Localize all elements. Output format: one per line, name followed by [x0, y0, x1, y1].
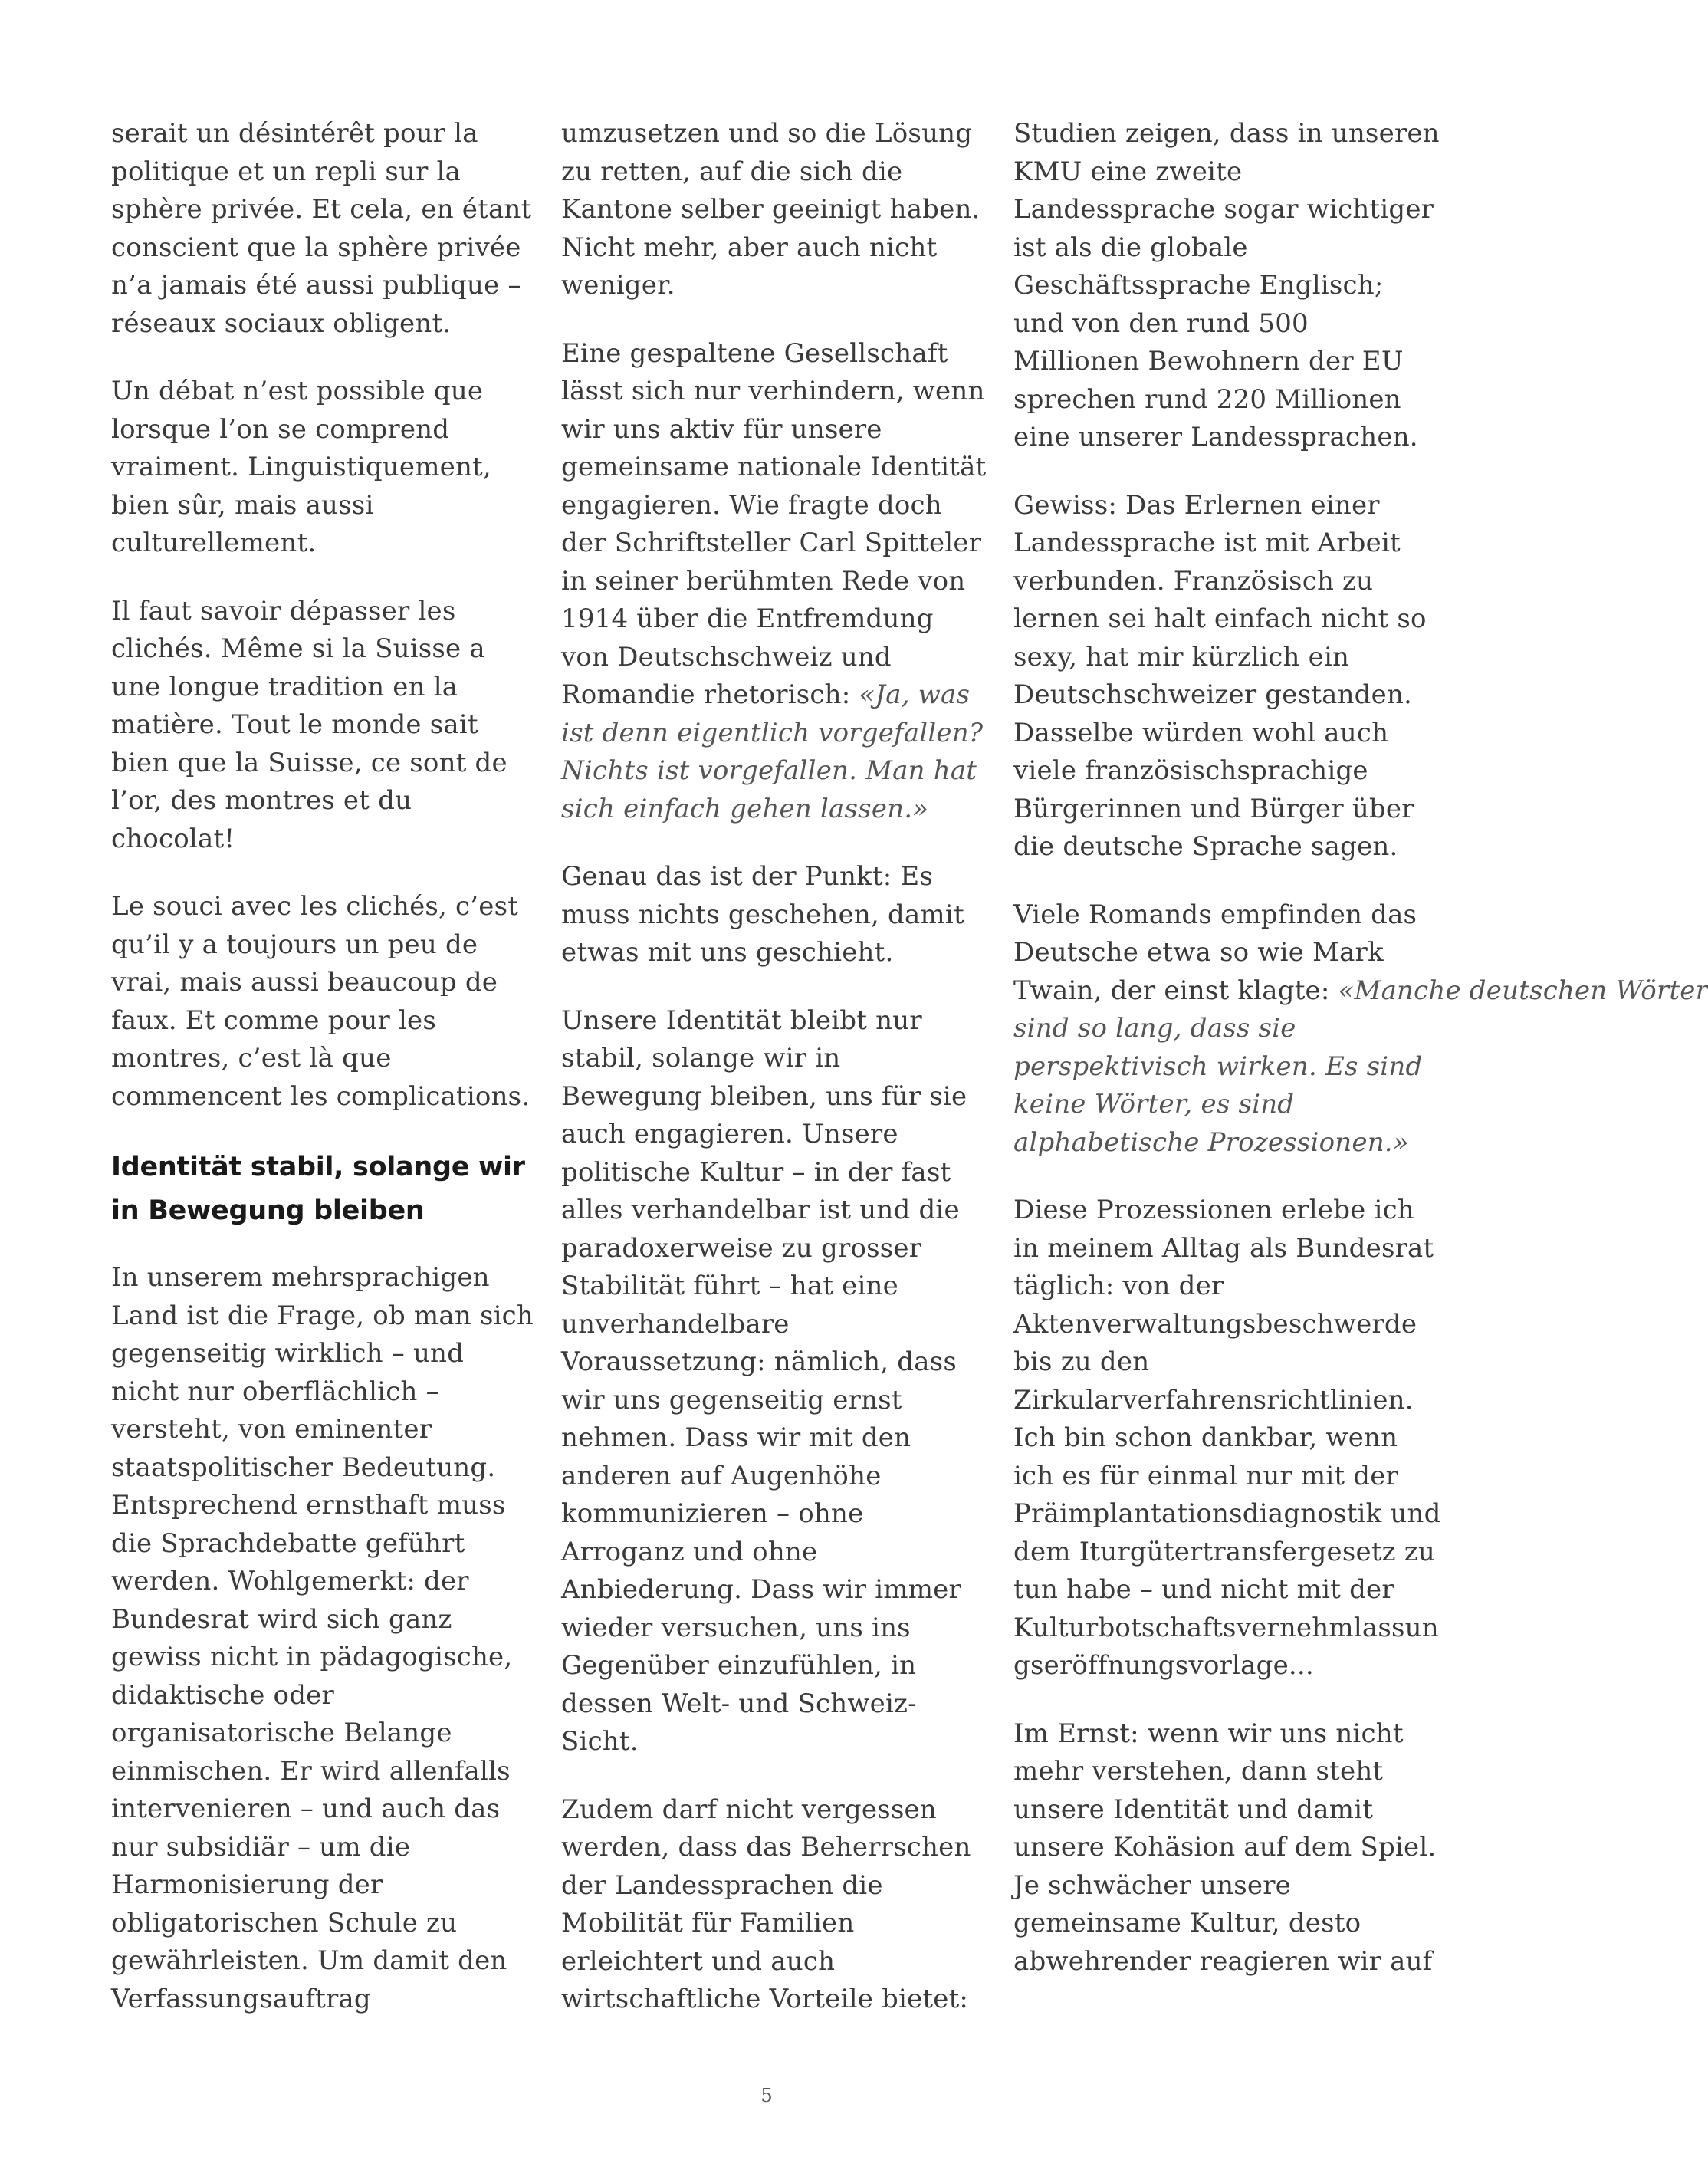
text-run: auch engagieren. Unsere	[561, 1119, 898, 1149]
text-run: didaktische oder	[111, 1679, 334, 1711]
text-run: verbunden. Französisch zu	[1013, 565, 1374, 597]
text-run: Nicht mehr, aber auch nicht	[561, 232, 938, 263]
paragraph	[111, 1259, 540, 2018]
text-line	[111, 669, 540, 707]
text-line	[1013, 524, 1443, 563]
text-line	[111, 782, 540, 820]
text-run: clichés. Même si la Suisse a	[111, 633, 485, 664]
text-line	[111, 267, 540, 305]
text-run: vrai, mais aussi beaucoup de	[111, 967, 498, 998]
text-run: serait un désintérêt pour la	[111, 118, 478, 149]
text-line	[561, 411, 990, 449]
text-line	[561, 858, 990, 896]
text-line	[1013, 972, 1708, 1011]
text-line	[561, 1829, 990, 1867]
text-run: Studien zeigen, dass in unseren	[1013, 118, 1440, 149]
text-run: Zirkularverfahrensrichtlinien.	[1013, 1384, 1414, 1415]
text-line	[111, 1525, 540, 1563]
text-run: wir uns gegenseitig ernst	[561, 1384, 902, 1415]
text-line	[111, 1411, 540, 1449]
text-line	[561, 1306, 990, 1344]
text-line	[561, 1382, 990, 1420]
text-run: paradoxerweise zu grosser	[561, 1232, 922, 1264]
text-line	[1013, 1192, 1443, 1230]
text-run: une longue tradition en la	[111, 671, 458, 702]
text-run: Gegenüber einzufühlen, in	[561, 1650, 917, 1681]
text-line	[561, 934, 990, 972]
text-line	[111, 1715, 540, 1753]
column-3	[1013, 115, 1708, 2011]
text-run: ist als die globale	[1013, 232, 1248, 263]
text-line	[111, 1563, 540, 1601]
text-run: gewiss nicht in pädagogische,	[111, 1642, 513, 1672]
text-run: gemeinsame Kultur, desto	[1013, 1908, 1361, 1938]
text-line	[561, 449, 990, 487]
text-run: umzusetzen und so die Lösung	[561, 118, 973, 149]
text-line	[111, 745, 540, 783]
text-run: Ich bin schon dankbar, wenn	[1013, 1422, 1398, 1453]
text-run: obligatorischen Schule zu	[111, 1907, 458, 1938]
text-line	[561, 1495, 990, 1534]
text-line	[111, 115, 540, 153]
text-run: Bürgerinnen und Bürger über	[1013, 793, 1414, 824]
text-run: Mobilität für Familien	[561, 1908, 855, 1938]
paragraph	[561, 1791, 990, 2019]
text-line	[561, 1609, 990, 1648]
text-run: Landessprache ist mit Arbeit	[1013, 528, 1401, 558]
text-run: 1914 über die Entfremdung	[561, 603, 934, 634]
text-run: anderen auf Augenhöhe	[561, 1460, 882, 1491]
text-run: vraiment. Linguistiquement,	[111, 452, 491, 482]
text-run: Kantone selber geeinigt haben.	[561, 194, 980, 225]
text-run: Stabilität führt – hat eine	[561, 1271, 898, 1301]
text-line	[111, 820, 540, 859]
text-run: nicht nur oberflächlich –	[111, 1376, 439, 1407]
text-line	[561, 1905, 990, 1943]
quote-text: «Ja, was	[850, 679, 971, 710]
text-run: lorsque l’on se comprend	[111, 413, 450, 445]
text-run: gegenseitig wirklich – und	[111, 1338, 465, 1369]
text-line	[111, 888, 540, 926]
text-line	[111, 1487, 540, 1525]
text-line	[561, 676, 990, 715]
text-line	[561, 524, 990, 563]
text-run: Land ist die Frage, ob man sich	[111, 1300, 534, 1331]
text-run: muss nichts geschehen, damit	[561, 899, 964, 930]
text-run: unverhandelbare	[561, 1308, 790, 1340]
text-run: Arroganz und ohne	[561, 1536, 818, 1567]
text-run: conscient que la sphère privée	[111, 232, 521, 263]
text-run: der Schriftsteller Carl Spitteler	[561, 528, 982, 558]
text-line	[561, 1154, 990, 1192]
text-line	[111, 1905, 540, 1943]
text-run: sprechen rund 220 Millionen	[1013, 383, 1401, 415]
text-line	[111, 964, 540, 1002]
text-line	[1013, 1306, 1443, 1344]
text-line	[1013, 600, 1443, 639]
text-line	[1013, 487, 1443, 525]
text-line	[561, 1419, 990, 1458]
text-line	[561, 1685, 990, 1724]
text-line	[1013, 563, 1443, 601]
text-run: KMU eine zweite	[1013, 156, 1243, 187]
text-line	[1013, 1343, 1443, 1382]
text-run: sexy, hat mir kürzlich ein	[1013, 641, 1350, 672]
text-line	[111, 191, 540, 229]
text-line	[561, 115, 990, 153]
text-run: täglich: von der	[1013, 1271, 1224, 1301]
text-line	[1013, 115, 1443, 153]
text-run: culturellement.	[111, 528, 317, 558]
text-run: staatspolitischer Bedeutung.	[111, 1452, 496, 1483]
text-line	[1013, 1382, 1443, 1420]
text-line	[111, 1078, 540, 1116]
text-line	[1013, 153, 1443, 192]
text-line	[561, 1267, 990, 1306]
text-line	[111, 706, 540, 745]
text-line	[1013, 828, 1443, 866]
text-line	[111, 153, 540, 192]
text-run: die Sprachdebatte geführt	[111, 1527, 465, 1559]
column-2	[561, 115, 990, 2049]
text-run: politische Kultur – in der fast	[561, 1156, 951, 1188]
paragraph	[111, 888, 540, 1116]
text-run: chocolat!	[111, 823, 235, 854]
text-run: Dasselbe würden wohl auch	[1013, 717, 1389, 748]
text-line	[111, 1981, 540, 2019]
text-line	[561, 1192, 990, 1230]
text-run: n’a jamais été aussi publique –	[111, 270, 521, 301]
text-line	[1013, 1609, 1443, 1648]
text-line	[561, 600, 990, 639]
text-run: Verfassungsauftrag	[111, 1983, 371, 2014]
text-line	[1013, 1534, 1443, 1572]
paragraph	[561, 1002, 990, 1761]
text-line	[561, 1002, 990, 1041]
text-run: Voraussetzung: nämlich, dass	[561, 1346, 957, 1377]
text-line	[1013, 896, 1443, 935]
text-line	[111, 593, 540, 631]
text-line	[561, 1458, 990, 1496]
text-run: sphère privée. Et cela, en étant	[111, 194, 532, 225]
text-line	[111, 1146, 540, 1189]
text-line	[561, 1981, 990, 2019]
text-run: lässt sich nur verhindern, wenn	[561, 376, 985, 406]
text-run: nur subsidiär – um die	[111, 1831, 411, 1863]
text-line	[1013, 191, 1443, 229]
text-line	[1013, 229, 1443, 268]
text-run: engagieren. Wie fragte doch	[561, 489, 942, 521]
text-run: Eine gespaltene Gesellschaft	[561, 337, 948, 369]
text-run: Deutsche etwa so wie Mark	[1013, 937, 1384, 968]
text-line	[1013, 1905, 1443, 1943]
text-line	[111, 1790, 540, 1829]
text-run: Sicht.	[561, 1726, 639, 1757]
text-line	[1013, 343, 1443, 381]
section-heading	[111, 1146, 540, 1233]
text-run: bis zu den	[1013, 1346, 1150, 1377]
text-line	[1013, 267, 1443, 305]
text-line	[111, 305, 540, 344]
text-line	[561, 335, 990, 373]
text-run: tun habe – und nicht mit der	[1013, 1574, 1394, 1605]
text-run: gemeinsame nationale Identität	[561, 452, 987, 482]
text-line	[1013, 1230, 1443, 1268]
paragraph	[1013, 1192, 1443, 1685]
text-run: Il faut savoir dépasser les	[111, 595, 456, 626]
text-run: abwehrender reagieren wir auf	[1013, 1945, 1433, 1977]
text-line	[561, 1647, 990, 1685]
text-line	[1013, 934, 1443, 972]
text-line	[1013, 1419, 1443, 1458]
text-line	[111, 1002, 540, 1041]
paragraph	[561, 335, 990, 829]
text-run: Kulturbotschaftsvernehmlassun	[1013, 1612, 1439, 1643]
text-line	[111, 1040, 540, 1078]
paragraph	[111, 115, 540, 343]
quote-line: Nichts ist vorgefallen. Man hat	[561, 755, 977, 786]
text-run: alles verhandelbar ist und die	[561, 1195, 960, 1225]
paragraph	[111, 593, 540, 859]
text-line	[561, 1571, 990, 1609]
text-line	[1013, 676, 1443, 715]
text-line	[561, 1791, 990, 1830]
text-line	[111, 449, 540, 487]
text-line	[111, 926, 540, 965]
text-run: stabil, solange wir in	[561, 1043, 841, 1073]
text-line	[1013, 1647, 1443, 1685]
quote-line: alphabetische Prozessionen.»	[1013, 1126, 1409, 1158]
text-run: erleichtert und auch	[561, 1945, 836, 1977]
text-run: unsere Kohäsion auf dem Spiel.	[1013, 1832, 1437, 1863]
text-run: einmischen. Er wird allenfalls	[111, 1755, 511, 1787]
quote-line: ist denn eigentlich vorgefallen?	[561, 717, 984, 748]
text-run: Le souci avec les clichés, c’est	[111, 891, 519, 922]
text-line	[561, 563, 990, 601]
text-run: dessen Welt- und Schweiz-	[561, 1688, 917, 1719]
text-run: Millionen Bewohnern der EU	[1013, 346, 1404, 376]
text-run: kommunizieren – ohne	[561, 1498, 864, 1529]
text-line	[561, 373, 990, 411]
text-run: Geschäftssprache Englisch;	[1013, 270, 1384, 301]
text-line	[561, 639, 990, 677]
text-run: werden, dass das Beherrschen	[561, 1832, 971, 1863]
text-line	[1013, 715, 1443, 753]
text-run: dem Iturgütertransfergesetz zu	[1013, 1536, 1436, 1567]
text-run: ich es für einmal nur mit der	[1013, 1460, 1399, 1491]
text-line	[111, 1189, 540, 1233]
text-line	[111, 1449, 540, 1488]
text-line	[561, 487, 990, 525]
text-run: Anbiederung. Dass wir immer	[561, 1574, 961, 1605]
text-run: Genau das ist der Punkt: Es	[561, 861, 934, 892]
text-line	[1013, 639, 1443, 677]
text-run: wir uns aktiv für unsere	[561, 413, 882, 445]
text-line	[1013, 1495, 1443, 1534]
text-line	[1013, 1715, 1443, 1754]
text-run: In unserem mehrsprachigen	[111, 1262, 490, 1293]
text-line	[1013, 1458, 1443, 1496]
quote-line: perspektivisch wirken. Es sind	[1013, 1050, 1423, 1082]
text-line	[1013, 1571, 1443, 1609]
text-line	[1013, 1867, 1443, 1905]
page-number: 5	[760, 2085, 773, 2106]
text-run: gewährleisten. Um damit den	[111, 1945, 507, 1976]
text-run: politique et un repli sur la	[111, 156, 461, 187]
text-line	[111, 524, 540, 563]
paragraph	[1013, 487, 1443, 866]
text-line	[561, 1943, 990, 1981]
quote-line: sich einfach gehen lassen.»	[561, 793, 929, 824]
text-line	[111, 411, 540, 449]
text-line	[561, 1078, 990, 1116]
text-run: etwas mit uns geschieht.	[561, 937, 894, 968]
text-line	[111, 1866, 540, 1905]
text-line	[1013, 1943, 1443, 1981]
text-run: qu’il y a toujours un peu de	[111, 929, 478, 960]
text-line	[561, 229, 990, 268]
text-line	[561, 1723, 990, 1761]
text-line	[1013, 1791, 1443, 1830]
text-run: Landessprache sogar wichtiger	[1013, 194, 1434, 225]
text-run: Aktenverwaltungsbeschwerde	[1013, 1308, 1417, 1340]
quote-line: sind so lang, dass sie	[1013, 1013, 1296, 1044]
text-run: bien sûr, mais aussi	[111, 489, 374, 521]
text-line	[1013, 419, 1443, 457]
text-line	[111, 1677, 540, 1715]
text-line	[111, 630, 540, 669]
quote-line: keine Wörter, es sind	[1013, 1089, 1295, 1120]
text-run: und von den rund 500	[1013, 307, 1309, 339]
paragraph	[561, 858, 990, 972]
text-run: Deutschschweizer gestanden.	[1013, 679, 1413, 710]
text-line	[1013, 752, 1443, 791]
text-line	[111, 1373, 540, 1412]
paragraph	[1013, 896, 1708, 1162]
text-line	[1013, 791, 1443, 829]
text-run: mehr verstehen, dann steht	[1013, 1756, 1384, 1787]
text-run: bien que la Suisse, ce sont de	[111, 747, 507, 778]
text-run: werden. Wohlgemerkt: der	[111, 1566, 469, 1596]
text-run: Bundesrat wird sich ganz	[111, 1603, 452, 1635]
text-run: Gewiss: Das Erlernen einer	[1013, 489, 1380, 521]
text-line	[1013, 1267, 1443, 1306]
text-line	[561, 267, 990, 305]
text-run: wirtschaftliche Vorteile bietet:	[561, 1984, 969, 2014]
text-run: Romandie rhetorisch:	[561, 679, 851, 710]
paragraph	[1013, 115, 1443, 457]
text-run: die deutsche Sprache sagen.	[1013, 831, 1398, 862]
text-line	[561, 191, 990, 229]
text-run: in Bewegung bleiben	[111, 1195, 425, 1226]
text-line	[1013, 1753, 1443, 1791]
text-line	[1013, 381, 1443, 419]
text-run: viele französischsprachige	[1013, 755, 1368, 786]
text-run: matière. Tout le monde sait	[111, 709, 478, 740]
text-line	[111, 487, 540, 525]
text-line	[111, 1259, 540, 1297]
text-line	[561, 896, 990, 935]
text-run: Entsprechend ernsthaft muss	[111, 1490, 506, 1521]
text-run: zu retten, auf die sich die	[561, 156, 903, 187]
text-line	[111, 1639, 540, 1677]
text-run: Im Ernst: wenn wir uns nicht	[1013, 1718, 1404, 1749]
text-line	[111, 229, 540, 268]
text-line	[561, 1230, 990, 1268]
text-line	[111, 1601, 540, 1639]
text-line	[561, 1534, 990, 1572]
text-line	[561, 1116, 990, 1154]
text-line	[1013, 305, 1443, 344]
text-run: réseaux sociaux obligent.	[111, 307, 452, 339]
text-run: lernen sei halt einfach nicht so	[1013, 603, 1427, 634]
text-run: von Deutschschweiz und	[561, 641, 892, 672]
text-run: Zudem darf nicht vergessen	[561, 1794, 937, 1825]
text-run: l’or, des montres et du	[111, 785, 412, 816]
text-run: eine unserer Landessprachen.	[1013, 422, 1418, 452]
text-line	[111, 1753, 540, 1791]
text-line	[561, 1867, 990, 1905]
text-run: Präimplantationsdiagnostik und	[1013, 1498, 1441, 1529]
text-run: intervenieren – und auch das	[111, 1794, 501, 1824]
text-run: Bewegung bleiben, uns für sie	[561, 1080, 967, 1112]
text-run: in seiner berühmten Rede von	[561, 565, 966, 597]
text-line	[111, 1335, 540, 1373]
text-run: versteht, von eminenter	[111, 1414, 432, 1445]
text-run: Un débat n’est possible que	[111, 376, 484, 406]
paragraph	[561, 115, 990, 305]
text-run: montres, c’est là que	[111, 1043, 392, 1073]
text-line	[111, 1297, 540, 1336]
paragraph	[1013, 1715, 1443, 1981]
text-run: gseröffnungsvorlage...	[1013, 1650, 1314, 1681]
text-run: Identität stabil, solange wir	[111, 1152, 525, 1182]
text-line	[111, 1942, 540, 1981]
text-run: commencent les complications.	[111, 1080, 530, 1112]
paragraph	[111, 373, 540, 563]
text-run: Twain, der einst klagte:	[1013, 975, 1330, 1006]
text-run: Viele Romands empfinden das	[1013, 899, 1417, 930]
text-run: weniger.	[561, 270, 675, 301]
text-run: organisatorische Belange	[111, 1718, 452, 1748]
text-line	[111, 373, 540, 411]
text-run: faux. Et comme pour les	[111, 1004, 436, 1036]
text-run: wieder versuchen, uns ins	[561, 1612, 911, 1643]
text-run: Je schwächer unsere	[1013, 1869, 1291, 1901]
text-run: unsere Identität und damit	[1013, 1794, 1374, 1825]
text-run: in meinem Alltag als Bundesrat	[1013, 1232, 1434, 1264]
quote-text: «Manche deutschen Wörter	[1329, 975, 1708, 1006]
text-run: Harmonisierung der	[111, 1869, 383, 1900]
text-line	[561, 1040, 990, 1078]
text-line	[1013, 1829, 1443, 1867]
text-run: der Landessprachen die	[561, 1869, 883, 1901]
text-line	[561, 1343, 990, 1382]
column-1	[111, 115, 540, 2048]
text-run: Unsere Identität bleibt nur	[561, 1004, 922, 1036]
text-run: nehmen. Dass wir mit den	[561, 1422, 911, 1453]
text-line	[111, 1829, 540, 1867]
text-line	[561, 153, 990, 192]
text-run: Diese Prozessionen erlebe ich	[1013, 1195, 1414, 1225]
